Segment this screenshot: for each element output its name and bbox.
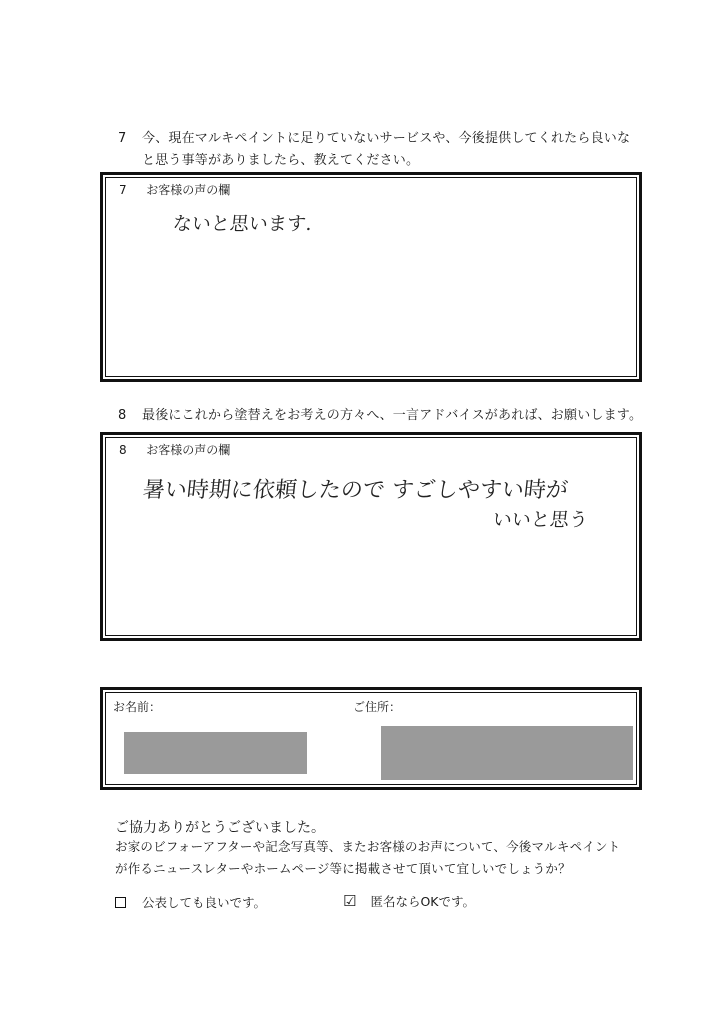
answer-box-8-title: お客様の声の欄 — [146, 443, 231, 457]
handwritten-answer-7: ないと思います. — [171, 213, 314, 235]
checkbox-anonymous-checked[interactable]: ☑ — [343, 891, 357, 910]
option-publish[interactable] — [115, 893, 266, 911]
answer-box-8-number: 8 — [119, 443, 127, 457]
answer-box-7[interactable] — [100, 172, 642, 382]
question-7 — [118, 128, 630, 172]
answer-box-7-number: 7 — [119, 183, 127, 197]
customer-info-box — [100, 687, 642, 790]
question-7-text-line2: と思う事等がありましたら、教えてください。 — [142, 153, 420, 168]
handwritten-answer-8-line1: 暑い時期に依頼したので すごしやすい時が — [141, 478, 570, 503]
question-8-text: 最後にこれから塗替えをお考えの方々へ、一言アドバイスがあれば、お願いします。 — [142, 408, 643, 423]
thanks-heading: ご協力ありがとうございました。 — [115, 820, 325, 836]
address-label: ご住所： — [353, 700, 402, 714]
question-8-number: 8 — [118, 408, 127, 423]
question-8 — [118, 405, 642, 427]
option-anonymous-label: 匿名ならOKです。 — [370, 894, 475, 909]
option-anonymous[interactable] — [343, 892, 475, 910]
option-publish-label: 公表しても良いです。 — [142, 895, 267, 910]
name-redaction — [124, 732, 307, 774]
question-7-text-line1: 今、現在マルキペイントに足りていないサービスや、今後提供してくれたら良いな — [142, 131, 631, 146]
consent-question-line2: が作るニュースレターやホームページ等に掲載させて頂いて宜しいでしょうか？ — [115, 861, 571, 876]
name-label: お名前： — [113, 700, 162, 714]
address-redaction — [381, 726, 633, 780]
handwritten-answer-8-line2: いいと思う — [491, 509, 590, 531]
consent-question — [115, 836, 620, 880]
answer-box-7-label — [119, 181, 230, 198]
checkbox-publish[interactable] — [115, 897, 126, 908]
consent-question-line1: お家のビフォーアフターや記念写真等、またお客様のお声について、今後マルキペイント — [115, 839, 621, 854]
answer-box-8-label — [119, 441, 230, 458]
answer-box-8[interactable] — [100, 432, 642, 641]
answer-box-7-title: お客様の声の欄 — [146, 183, 231, 197]
question-7-number: 7 — [118, 131, 127, 146]
